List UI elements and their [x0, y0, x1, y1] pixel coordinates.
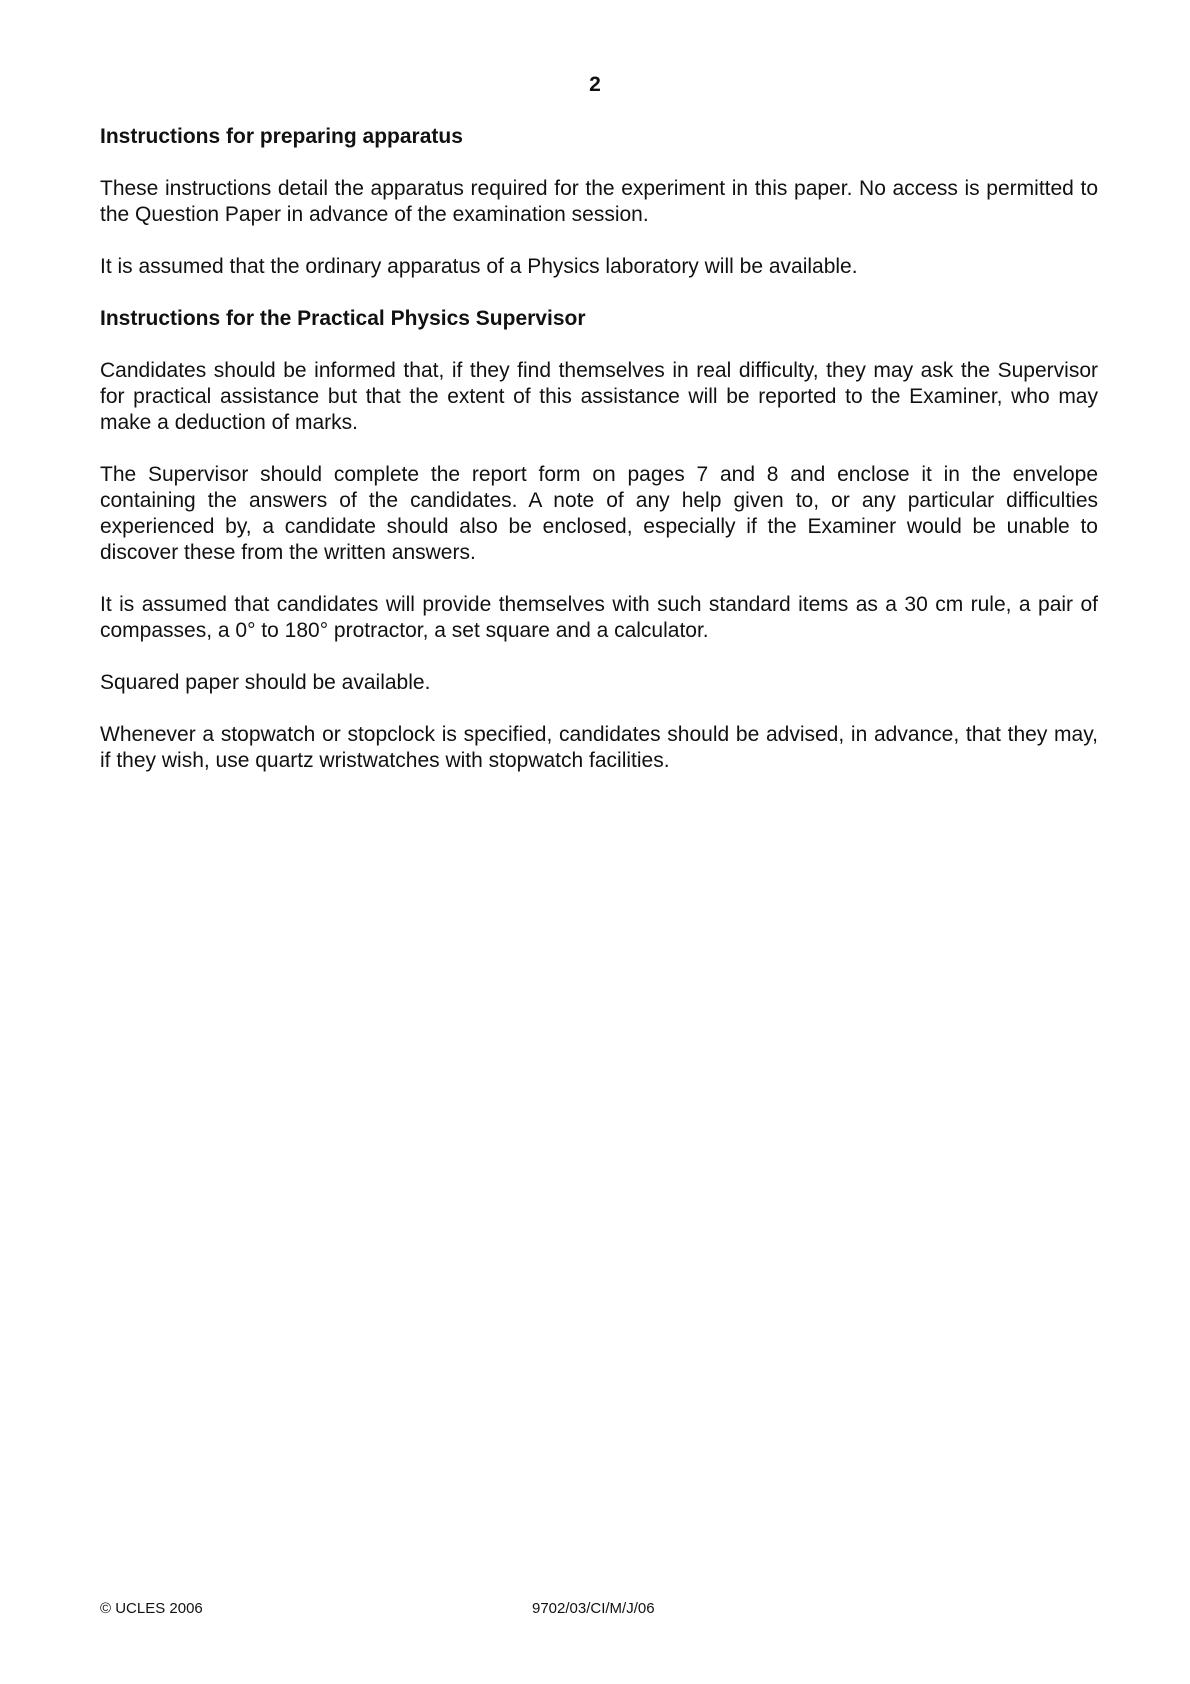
- paragraph-squared-paper: Squared paper should be available.: [100, 671, 431, 694]
- footer-copyright: © UCLES 2006: [100, 1600, 203, 1617]
- footer-paper-code: 9702/03/CI/M/J/06: [532, 1600, 655, 1617]
- paragraph-candidate-assistance: Candidates should be informed that, if they find themselves in real difficulty, they may ask the Supervisor for practical assistance but that the extent of this assistance will be reported to the Examiner, who may make a deduction of marks.: [100, 359, 1098, 434]
- paragraph-stopwatch: Whenever a stopwatch or stopclock is specified, candidates should be advised, in advance, that they may, if they wish, use quartz wristwatches with stopwatch facilities.: [100, 723, 1098, 772]
- paragraph-report-form: The Supervisor should complete the report form on pages 7 and 8 and enclose it in the envelope containing the answers of the candidates. A note of any help given to, or any particular difficulties experienced by, a candidate should also be enclosed, especially if the Examiner would be unable to discover these from the written answers.: [100, 463, 1098, 564]
- section-heading-supervisor: Instructions for the Practical Physics Supervisor: [100, 307, 586, 330]
- paragraph-apparatus-details: These instructions detail the apparatus required for the experiment in this paper. No access is permitted to the Question Paper in advance of the examination session.: [100, 177, 1098, 226]
- page-number: 2: [589, 73, 601, 96]
- section-heading-preparing-apparatus: Instructions for preparing apparatus: [100, 125, 463, 148]
- document-body: [100, 124, 1098, 800]
- paragraph-ordinary-apparatus: It is assumed that the ordinary apparatus of a Physics laboratory will be available.: [100, 255, 858, 278]
- paragraph-standard-items: It is assumed that candidates will provide themselves with such standard items as a 30 cm rule, a pair of compasses, a 0° to 180° protractor, a set square and a calculator.: [100, 593, 1098, 642]
